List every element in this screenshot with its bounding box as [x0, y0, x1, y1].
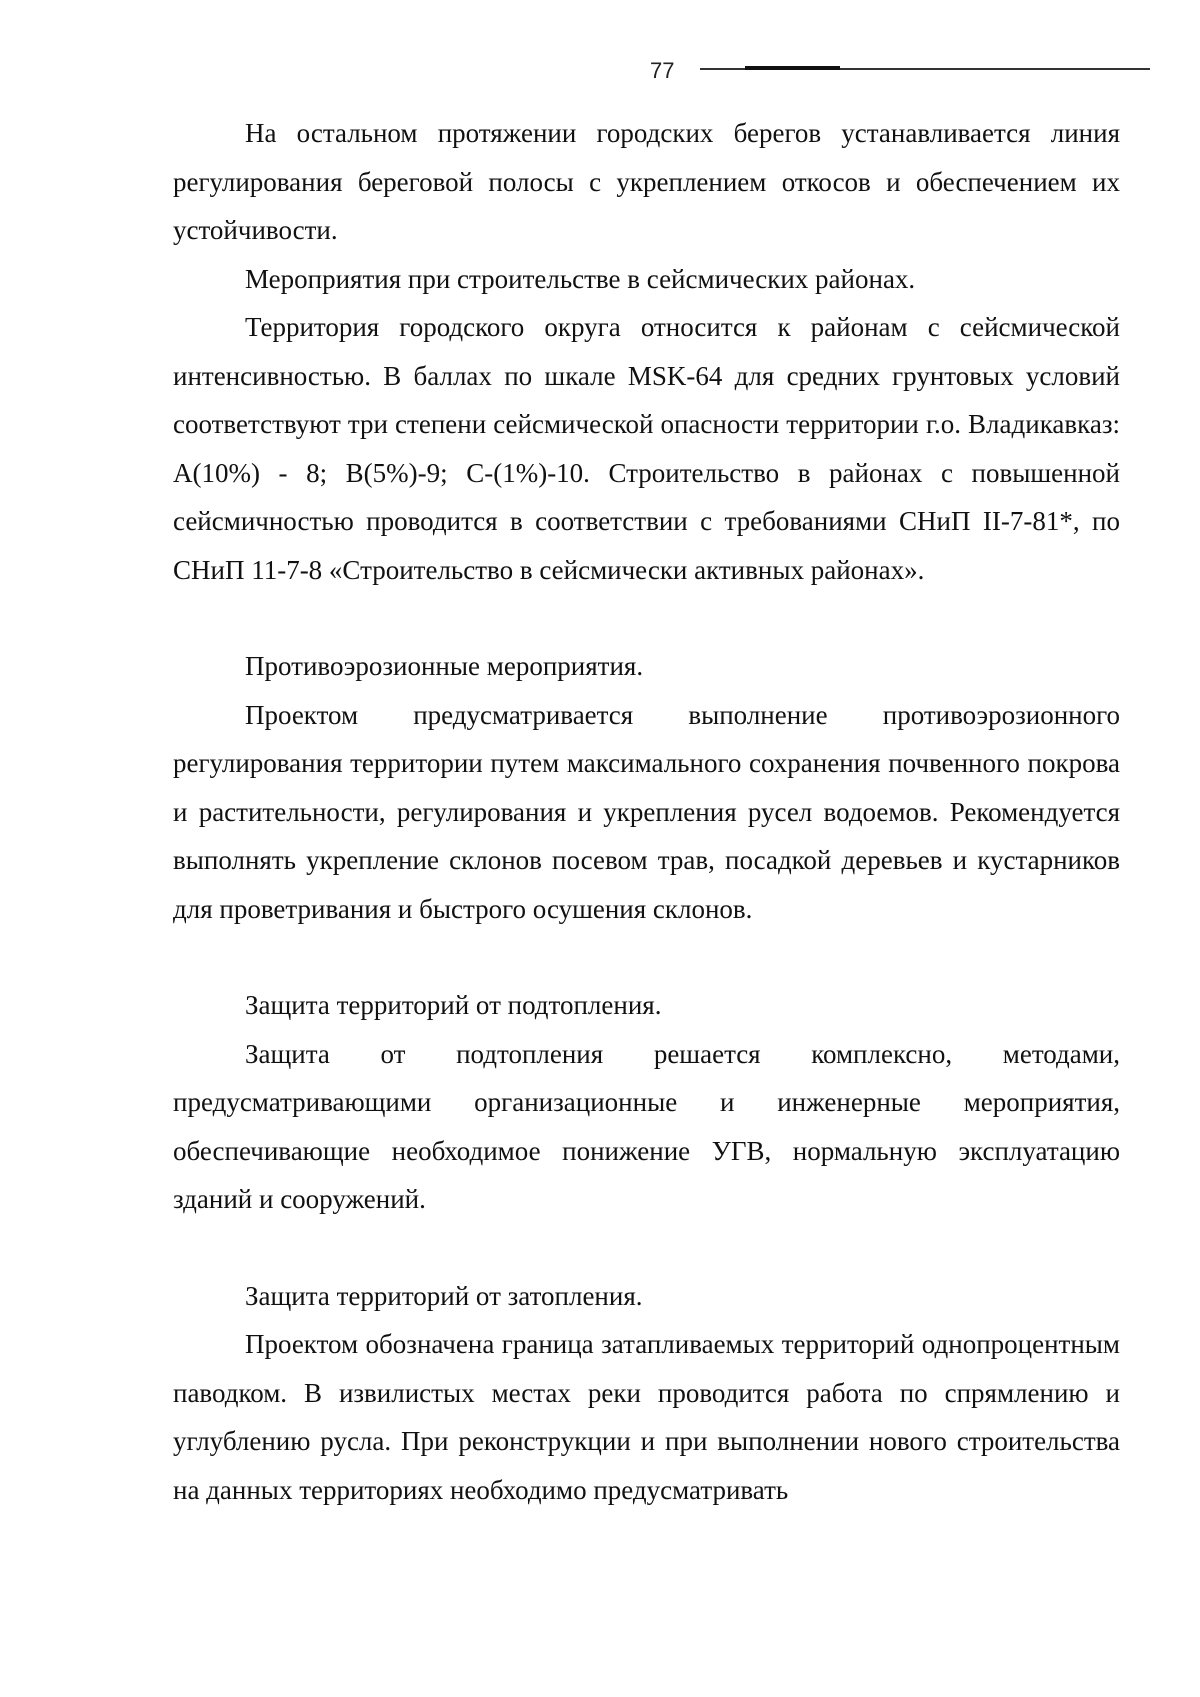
heading-seismic-measures: Мероприятия при строительстве в сейсмических районах. [245, 263, 916, 294]
paragraph-shore-regulation: На остальном протяжении городских берегов устанавливается линия регулирования береговой полосы с укреплением откосов и обеспечением их устойчивости. [173, 118, 1120, 245]
page-number: 77 [650, 58, 675, 83]
paragraph-flooding: Проектом обозначена граница затапливаемых территорий однопроцентным паводком. В извилистых местах реки проводится работа по спрямлению и углублению русла. При реконструкции и при выполнении нового строительства на данных территориях необходимо предусматривать [173, 1329, 1120, 1505]
header-rule-accent [745, 66, 840, 70]
section-gap [173, 933, 1120, 981]
heading-underflooding: Защита территорий от подтопления. [245, 990, 662, 1020]
paragraph-seismic: Территория городского округа относится к районам с сейсмической интенсивностью. В баллах по шкале MSK-64 для средних грунтовых условий соответствуют три степени сейсмической опасности территории г.о. Владикавказ: А(10%) - 8; В(5%)-9; С-(1%)-10. Строительство в районах с повышенной сейсмичностью проводится в соответствии с требованиями СНиП II-7-81*, по СНиП 11-7-8 «Строительство в сейсмически активных районах». [173, 312, 1120, 585]
page-header [0, 56, 1200, 86]
document-body [173, 109, 1120, 1514]
paragraph-underflooding: Защита от подтопления решается комплексно, методами, предусматривающими организационные и инженерные мероприятия, обеспечивающие необходимое понижение УГВ, нормальную эксплуатацию зданий и сооружений. [173, 1038, 1120, 1214]
heading-anti-erosion: Противоэрозионные мероприятия. [245, 651, 644, 681]
paragraph-anti-erosion: Проектом предусматривается выполнение противоэрозионного регулирования территории путем максимального сохранения почвенного покрова и растительности, регулирования и укрепления русел водоемов. Рекомендуется выполнять укрепление склонов посевом трав, посадкой деревьев и кустарников для проветривания и быстрого осушения склонов. [173, 699, 1120, 924]
section-gap [173, 1224, 1120, 1272]
heading-flooding: Защита территорий от затопления. [245, 1280, 643, 1311]
section-gap [173, 594, 1120, 642]
